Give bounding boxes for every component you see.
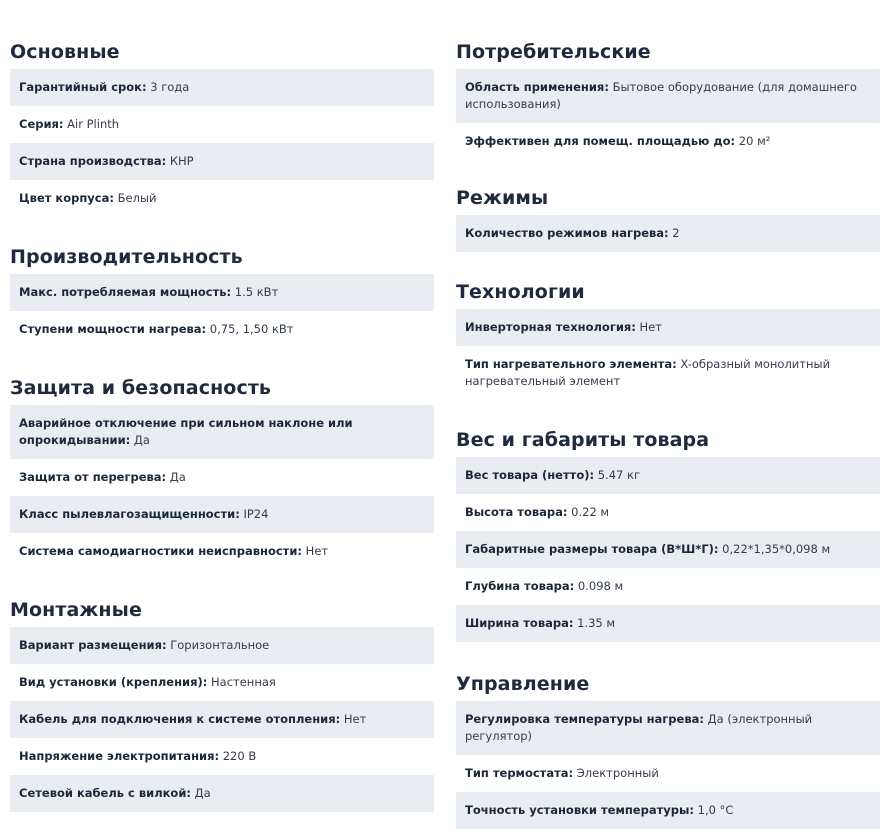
section-title: Управление bbox=[456, 673, 590, 695]
spec-value: 5.47 кг bbox=[594, 468, 640, 482]
spec-key: Высота товара: bbox=[465, 505, 568, 519]
spec-key: Кабель для подключения к системе отопления: bbox=[19, 712, 341, 726]
spec-value: 1.35 м bbox=[573, 616, 616, 630]
spec-key: Ступени мощности нагрева: bbox=[19, 322, 207, 336]
spec-value: 3 года bbox=[146, 80, 190, 94]
spec-key: Вес товара (нетто): bbox=[465, 468, 595, 482]
spec-value: 1.5 кВт bbox=[231, 285, 279, 299]
spec-value: 220 В bbox=[219, 749, 257, 763]
section-modes bbox=[456, 160, 880, 252]
spec-key: Цвет корпуса: bbox=[19, 191, 114, 205]
spec-row bbox=[10, 496, 434, 533]
spec-value: X-образный монолитный нагревательный элемент bbox=[465, 357, 831, 388]
spec-row bbox=[10, 664, 434, 701]
spec-value: Настенная bbox=[207, 675, 276, 689]
spec-key: Количество режимов нагрева: bbox=[465, 226, 669, 240]
spec-row bbox=[10, 106, 434, 143]
spec-row bbox=[456, 215, 880, 252]
spec-row bbox=[456, 69, 880, 123]
spec-value: 1,0 °С bbox=[693, 803, 734, 817]
spec-row bbox=[456, 701, 880, 755]
spec-row bbox=[456, 568, 880, 605]
spec-key: Система самодиагностики неисправности: bbox=[19, 544, 303, 558]
spec-row bbox=[10, 143, 434, 180]
spec-key: Гарантийный срок: bbox=[19, 80, 147, 94]
spec-value: 0,75, 1,50 кВт bbox=[206, 322, 294, 336]
spec-row bbox=[456, 755, 880, 792]
spec-row bbox=[456, 123, 880, 160]
section-performance bbox=[10, 217, 434, 348]
spec-value: 0.22 м bbox=[567, 505, 610, 519]
spec-key: Регулировка температуры нагрева: bbox=[465, 712, 704, 726]
section-technologies bbox=[456, 252, 880, 400]
spec-key: Инверторная технология: bbox=[465, 320, 636, 334]
spec-key: Эффективен для помещ. площадью до: bbox=[465, 134, 736, 148]
spec-value: Нет bbox=[635, 320, 662, 334]
spec-value: Белый bbox=[113, 191, 157, 205]
spec-key: Макс. потребляемая мощность: bbox=[19, 285, 232, 299]
section-mounting bbox=[10, 570, 434, 812]
spec-row bbox=[10, 627, 434, 664]
spec-row bbox=[10, 69, 434, 106]
spec-row bbox=[456, 605, 880, 642]
spec-row bbox=[10, 311, 434, 348]
spec-value: Нет bbox=[302, 544, 329, 558]
spec-value: Air Plinth bbox=[63, 117, 120, 131]
spec-key: Ширина товара: bbox=[465, 616, 574, 630]
spec-value: Бытовое оборудование (для домашнего использования) bbox=[465, 80, 857, 111]
spec-key: Сетевой кабель с вилкой: bbox=[19, 786, 191, 800]
section-title: Производительность bbox=[10, 246, 243, 268]
spec-row bbox=[10, 775, 434, 812]
spec-value: КНР bbox=[166, 154, 194, 168]
section-title: Защита и безопасность bbox=[10, 377, 272, 399]
spec-key: Точность установки температуры: bbox=[465, 803, 694, 817]
spec-value: 0.098 м bbox=[574, 579, 624, 593]
spec-value: Да bbox=[190, 786, 211, 800]
spec-key: Аварийное отключение при сильном наклоне или опрокидывании: bbox=[19, 416, 353, 447]
spec-row bbox=[10, 274, 434, 311]
spec-value: Горизонтальное bbox=[166, 638, 270, 652]
spec-key: Область применения: bbox=[465, 80, 609, 94]
spec-row bbox=[456, 531, 880, 568]
spec-value: Да bbox=[130, 433, 150, 447]
spec-key: Вариант размещения: bbox=[19, 638, 167, 652]
section-title: Технологии bbox=[456, 281, 585, 303]
spec-key: Класс пылевлагозащищенности: bbox=[19, 507, 240, 521]
spec-key: Габаритные размеры товара (В*Ш*Г): bbox=[465, 542, 719, 556]
spec-value: Электронный bbox=[573, 766, 659, 780]
spec-row bbox=[10, 533, 434, 570]
spec-value: 2 bbox=[668, 226, 680, 240]
section-basic bbox=[10, 0, 434, 217]
section-dimensions bbox=[456, 400, 880, 642]
spec-key: Напряжение электропитания: bbox=[19, 749, 220, 763]
spec-value: Да (электронный регулятор) bbox=[465, 712, 813, 743]
spec-row bbox=[456, 346, 880, 400]
spec-value: 0,22*1,35*0,098 м bbox=[718, 542, 831, 556]
section-safety bbox=[10, 348, 434, 570]
section-control bbox=[456, 642, 880, 829]
spec-row bbox=[456, 309, 880, 346]
spec-value: 20 м² bbox=[735, 134, 771, 148]
section-title: Вес и габариты товара bbox=[456, 429, 710, 451]
section-title: Режимы bbox=[456, 187, 549, 209]
section-title: Основные bbox=[10, 41, 120, 63]
spec-key: Тип термостата: bbox=[465, 766, 574, 780]
specs-column-left bbox=[10, 0, 434, 812]
section-title: Потребительские bbox=[456, 41, 651, 63]
specs-column-right bbox=[456, 0, 880, 829]
section-title: Монтажные bbox=[10, 599, 142, 621]
spec-row bbox=[10, 459, 434, 496]
spec-row bbox=[456, 494, 880, 531]
section-consumer bbox=[456, 0, 880, 160]
spec-key: Вид установки (крепления): bbox=[19, 675, 208, 689]
spec-row bbox=[10, 405, 434, 459]
spec-row bbox=[10, 738, 434, 775]
spec-key: Тип нагревательного элемента: bbox=[465, 357, 677, 371]
spec-row bbox=[456, 792, 880, 829]
spec-key: Защита от перегрева: bbox=[19, 470, 167, 484]
spec-row bbox=[10, 701, 434, 738]
spec-value: Да bbox=[166, 470, 186, 484]
spec-value: IP24 bbox=[239, 507, 269, 521]
spec-key: Глубина товара: bbox=[465, 579, 575, 593]
spec-key: Серия: bbox=[19, 117, 64, 131]
spec-value: Нет bbox=[340, 712, 367, 726]
spec-key: Страна производства: bbox=[19, 154, 167, 168]
spec-row bbox=[10, 180, 434, 217]
spec-row bbox=[456, 457, 880, 494]
